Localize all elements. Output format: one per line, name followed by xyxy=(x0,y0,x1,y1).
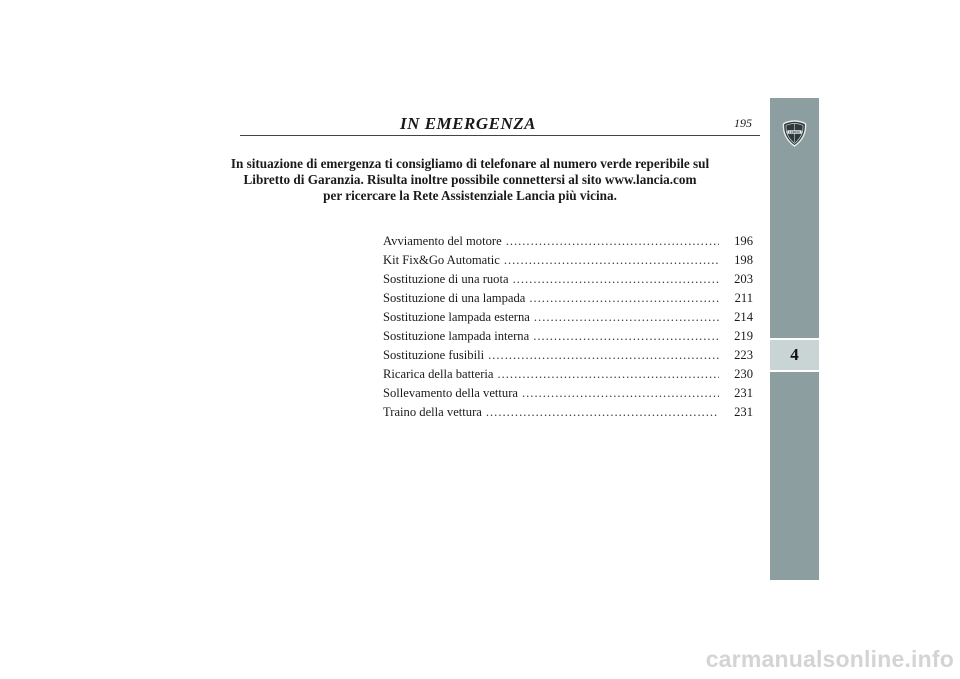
toc-item-sostituzione-lampada[interactable] xyxy=(383,289,753,308)
toc-item-ricarica-batteria[interactable] xyxy=(383,365,753,384)
toc-leader-dots xyxy=(533,327,719,346)
toc-item-label: Sollevamento della vettura xyxy=(383,386,518,400)
svg-text:LANCIA: LANCIA xyxy=(789,130,800,135)
table-of-contents xyxy=(383,232,753,422)
watermark: carmanualsonline.info xyxy=(705,646,954,672)
page-header xyxy=(200,112,760,134)
toc-item-page: 196 xyxy=(734,234,753,248)
toc-item-label: Sostituzione di una lampada xyxy=(383,291,526,305)
toc-item-label: Sostituzione di una ruota xyxy=(383,272,509,286)
toc-item-page: 219 xyxy=(734,329,753,343)
toc-leader-dots xyxy=(534,308,719,327)
toc-item-lampada-interna[interactable] xyxy=(383,327,753,346)
toc-leader-dots xyxy=(513,270,719,289)
page-number: 195 xyxy=(734,116,752,130)
toc-item-page: 230 xyxy=(734,367,753,381)
toc-item-label: Sostituzione fusibili xyxy=(383,348,485,362)
toc-item-label: Ricarica della batteria xyxy=(383,367,494,381)
toc-item-page: 231 xyxy=(734,405,753,419)
chapter-tab-4[interactable]: 4 xyxy=(770,338,819,372)
toc-item-label: Sostituzione lampada esterna xyxy=(383,310,530,324)
toc-item-kit-fix-go[interactable] xyxy=(383,251,753,270)
toc-item-page: 198 xyxy=(734,253,753,267)
toc-leader-dots xyxy=(529,289,719,308)
chapter-sidebar xyxy=(770,98,819,580)
toc-item-sostituzione-ruota[interactable] xyxy=(383,270,753,289)
toc-item-sostituzione-fusibili[interactable] xyxy=(383,346,753,365)
intro-line: per ricercare la Rete Assistenziale Lancia più vicina. xyxy=(323,188,617,203)
toc-item-lampada-esterna[interactable] xyxy=(383,308,753,327)
toc-item-traino-vettura[interactable] xyxy=(383,403,753,422)
toc-item-label: Avviamento del motore xyxy=(383,234,502,248)
toc-item-label: Traino della vettura xyxy=(383,405,482,419)
toc-item-label: Kit Fix&Go Automatic xyxy=(383,253,500,267)
toc-item-sollevamento-vettura[interactable] xyxy=(383,384,753,403)
toc-leader-dots xyxy=(504,251,719,270)
toc-leader-dots xyxy=(506,232,719,251)
toc-item-label: Sostituzione lampada interna xyxy=(383,329,530,343)
toc-leader-dots xyxy=(497,365,719,384)
toc-item-avviamento-motore[interactable] xyxy=(383,232,753,251)
toc-leader-dots xyxy=(488,346,719,365)
lancia-shield-logo-icon xyxy=(782,120,807,147)
toc-leader-dots xyxy=(522,384,719,403)
toc-item-page: 223 xyxy=(734,348,753,362)
toc-item-page: 203 xyxy=(734,272,753,286)
toc-item-page: 214 xyxy=(734,310,753,324)
toc-item-page: 211 xyxy=(734,291,753,305)
intro-paragraph xyxy=(200,156,740,204)
toc-item-page: 231 xyxy=(734,386,753,400)
intro-line: In situazione di emergenza ti consigliamo di telefonare al numero verde reperibile sul xyxy=(230,156,710,171)
header-rule xyxy=(240,135,760,136)
chapter-title: IN EMERGENZA xyxy=(400,114,536,133)
intro-line: Libretto di Garanzia. Risulta inoltre possibile connettersi al sito www.lancia.com xyxy=(243,172,697,187)
toc-leader-dots xyxy=(486,403,719,422)
